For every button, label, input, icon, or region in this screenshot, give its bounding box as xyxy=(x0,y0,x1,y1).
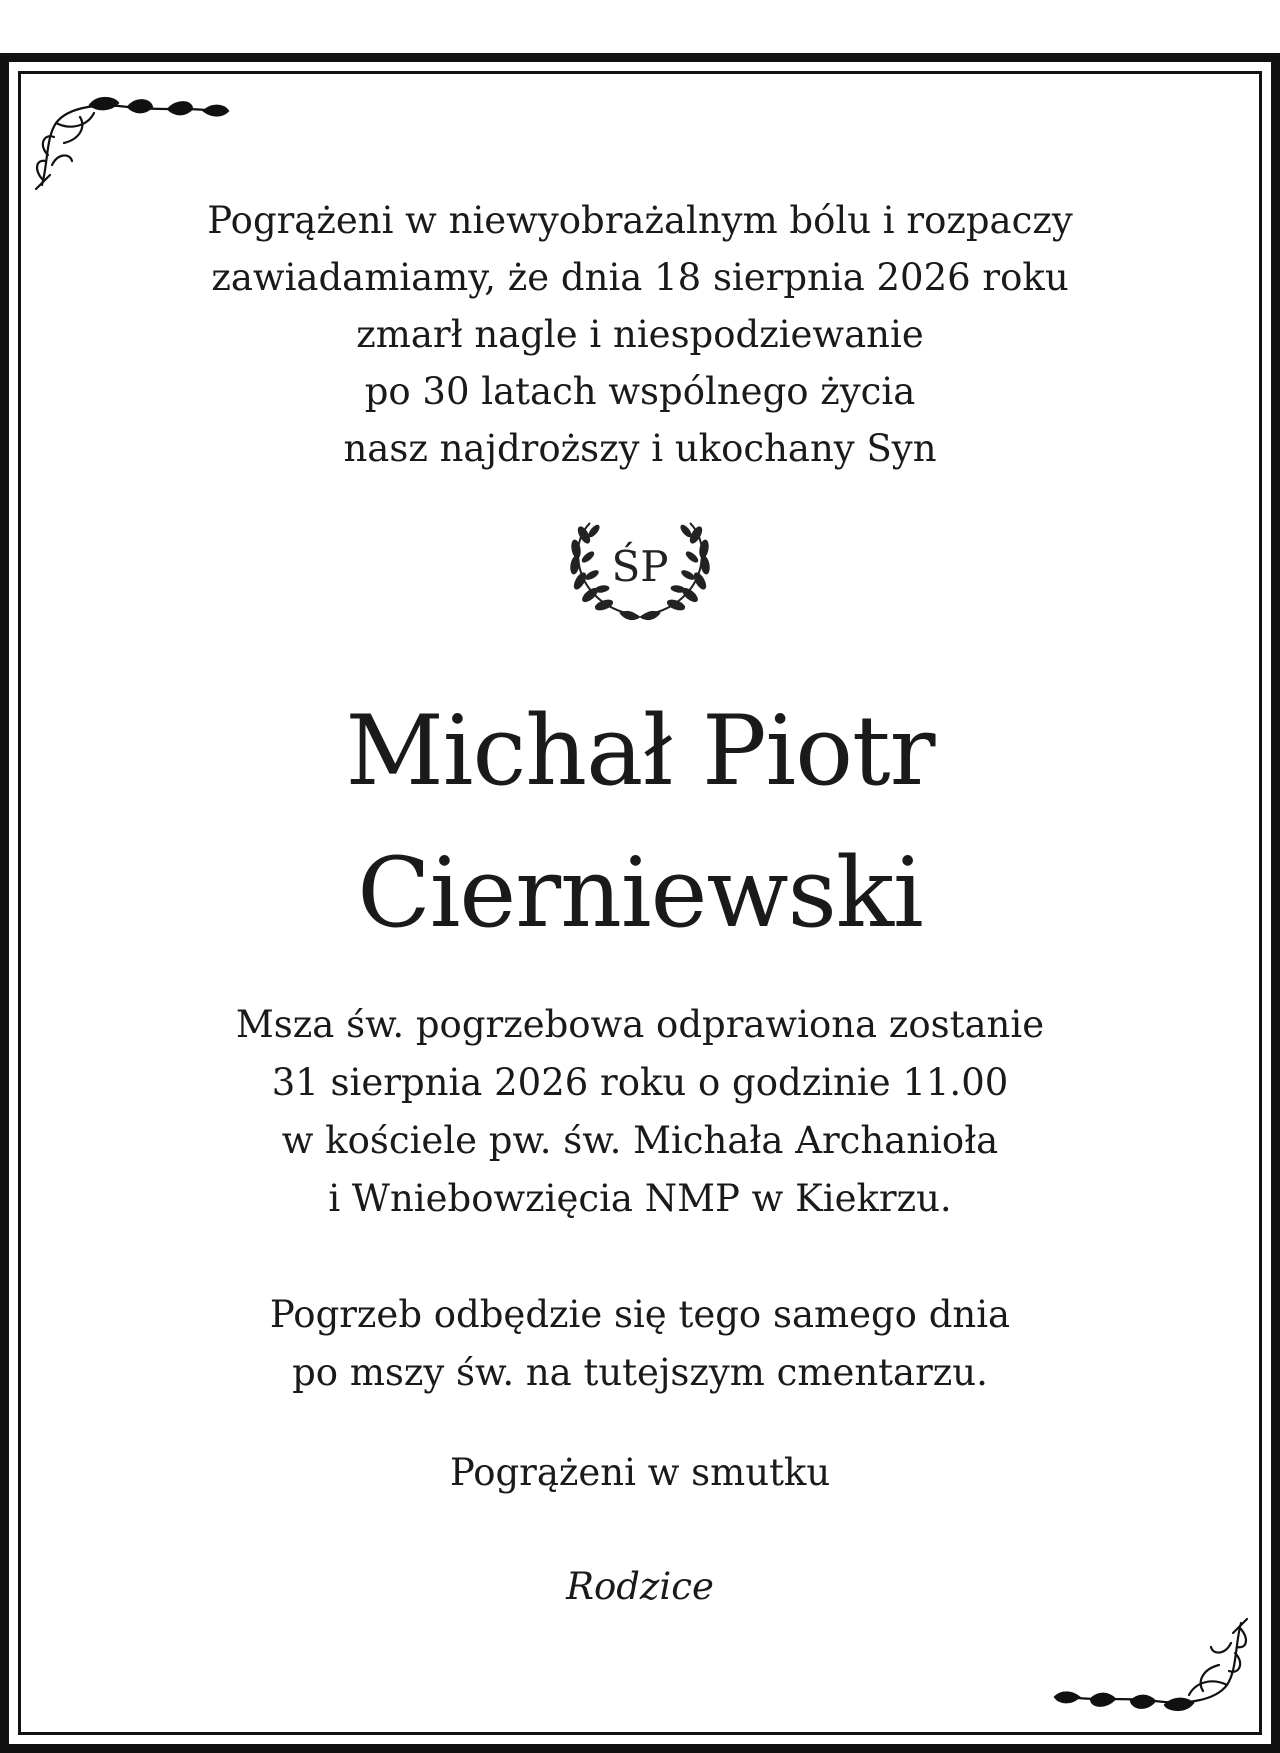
funeral-line: i Wniebowzięcia NMP w Kiekrzu. xyxy=(328,1177,952,1220)
intro-line: zmarł nagle i niespodziewanie xyxy=(356,313,924,356)
intro-line: po 30 latach wspólnego życia xyxy=(364,370,916,413)
floral-corner-ornament-icon xyxy=(1040,1610,1255,1715)
deceased-name-line: Cierniewski xyxy=(357,837,923,949)
funeral-line: Msza św. pogrzebowa odprawiona zostanie xyxy=(235,1003,1045,1046)
intro-line: zawiadamiamy, że dnia 18 sierpnia 2026 roku xyxy=(211,256,1069,299)
mourning-text: Pogrążeni w smutku xyxy=(449,1451,831,1494)
deceased-name-line: Michał Piotr xyxy=(345,695,935,807)
intro-line: Pogrążeni w niewyobrażalnym bólu i rozpaczy xyxy=(207,199,1073,242)
floral-corner-ornament-icon xyxy=(28,93,243,198)
deceased-name xyxy=(0,680,1280,964)
signature: Rodzice xyxy=(566,1565,714,1608)
funeral-line: 31 sierpnia 2026 roku o godzinie 11.00 xyxy=(271,1061,1009,1104)
intro-line: nasz najdroższy i ukochany Syn xyxy=(343,427,937,470)
burial-info xyxy=(0,1286,1280,1402)
announcement-intro xyxy=(0,192,1280,477)
emblem-initials: ŚP xyxy=(611,542,669,591)
laurel-wreath-icon xyxy=(562,517,718,625)
funeral-mass-info xyxy=(0,996,1280,1228)
funeral-line: w kościele pw. św. Michała Archanioła xyxy=(281,1119,999,1162)
burial-line: po mszy św. na tutejszym cmentarzu. xyxy=(292,1351,988,1394)
burial-line: Pogrzeb odbędzie się tego samego dnia xyxy=(269,1293,1011,1336)
